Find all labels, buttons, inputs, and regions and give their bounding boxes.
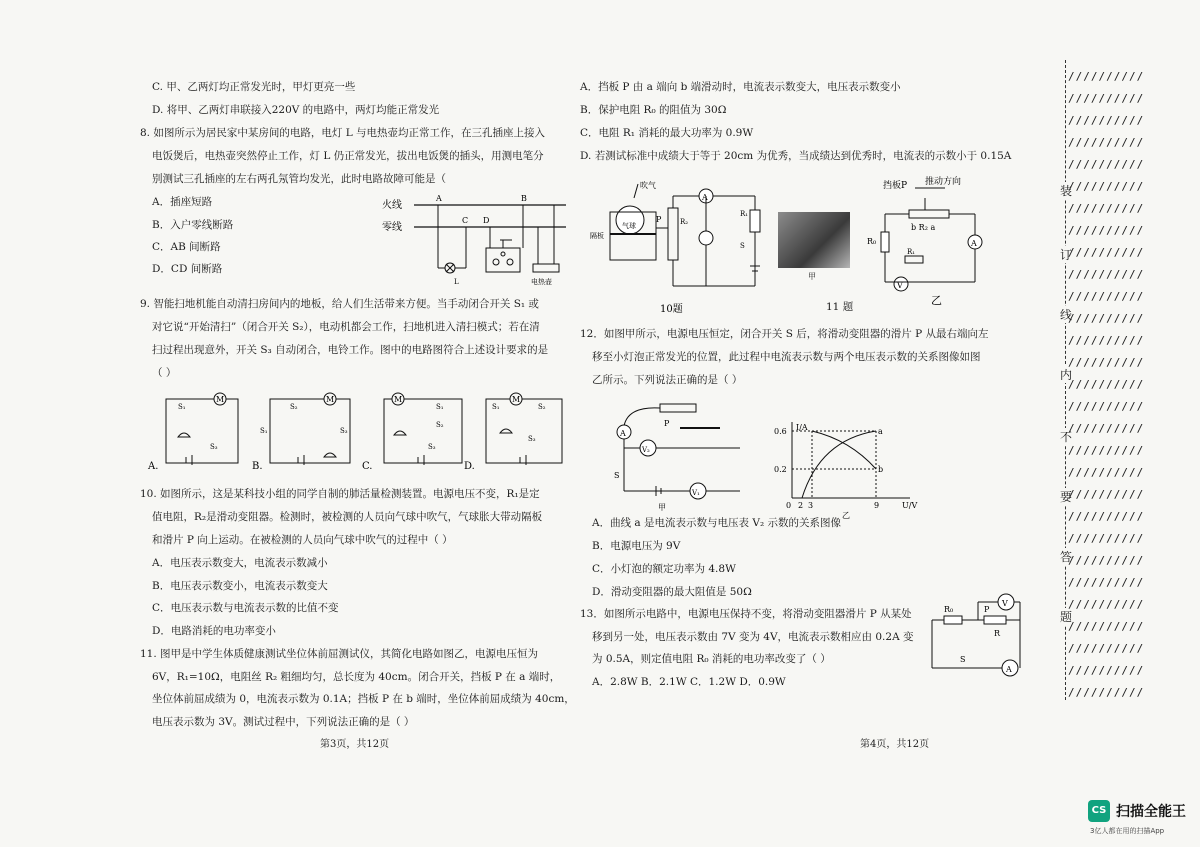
option: D．滑动变阻器的最大阻值是 50Ω <box>592 586 752 598</box>
svg-text:A: A <box>1006 665 1012 674</box>
option: A．插座短路 <box>152 196 213 208</box>
svg-text:U/V: U/V <box>902 501 918 510</box>
svg-text:b R₂ a: b R₂ a <box>911 223 936 232</box>
text-line: 值电阻，R₂是滑动变阻器。检测时，被检测的人员向气球中吹气，气球胀大带动隔板 <box>152 511 543 523</box>
q9-option-b <box>252 393 350 472</box>
svg-text:S₃: S₃ <box>210 443 218 451</box>
option: A．曲线 a 是电流表示数与电压表 V₂ 示数的关系图像 <box>592 517 841 529</box>
svg-text:a: a <box>878 427 883 436</box>
q12-circuit-jia <box>600 396 760 516</box>
camscanner-logo-icon: CS <box>1088 800 1110 822</box>
svg-text:R: R <box>994 629 1001 638</box>
svg-text:M: M <box>394 395 403 404</box>
svg-text:A: A <box>436 194 442 203</box>
text-line: 扫过程出现意外，开关 S₃ 自动闭合，电铃工作。图中的电路图符合上述设计要求的是 <box>152 344 549 356</box>
option: B．保护电阻 R₀ 的阻值为 30Ω <box>580 104 727 116</box>
svg-text:S: S <box>960 655 966 664</box>
svg-text:S₁: S₁ <box>260 427 268 435</box>
svg-text:0.2: 0.2 <box>774 465 787 474</box>
svg-text:A: A <box>971 239 977 248</box>
q8-circuit-figure <box>378 190 568 290</box>
svg-text:0.6: 0.6 <box>774 427 787 436</box>
svg-text:A.: A. <box>148 461 159 472</box>
svg-text:R₀: R₀ <box>867 237 877 246</box>
svg-text:D: D <box>483 216 490 225</box>
binding-char: 答 <box>1059 550 1072 564</box>
binding-char: 装 <box>1059 184 1072 198</box>
svg-text:C: C <box>462 216 469 225</box>
q9-option-a <box>147 393 238 472</box>
question-12: 12．如图甲所示，电源电压恒定，闭合开关 S 后，将滑动变阻器的滑片 P 从最右端向左 <box>580 328 989 340</box>
option: A．挡板 P 由 a 端向 b 端滑动时，电流表示数变大，电压表示数变小 <box>580 81 901 93</box>
svg-text:乙: 乙 <box>931 294 942 307</box>
svg-text:S: S <box>740 242 745 250</box>
svg-text:L: L <box>454 278 459 286</box>
binding-char: 线 <box>1059 308 1072 322</box>
caption-jia: 甲 <box>808 272 816 281</box>
option: D．CD 间断路 <box>152 263 223 275</box>
svg-text:R₂: R₂ <box>680 218 689 226</box>
text-line: 为 0.5A，则定值电阻 R₀ 消耗的电功率改变了（ ） <box>592 653 831 665</box>
svg-text:吹气: 吹气 <box>640 181 656 190</box>
svg-text:S₃: S₃ <box>340 427 348 435</box>
svg-text:V₂: V₂ <box>642 446 650 454</box>
q12-graph-yi <box>770 420 920 520</box>
svg-text:A: A <box>702 193 708 202</box>
svg-text:P: P <box>664 419 670 428</box>
binding-char: 题 <box>1059 610 1072 624</box>
svg-text:M: M <box>216 395 225 404</box>
text-line: 6V，R₁=10Ω，电阻丝 R₂ 粗细均匀，总长度为 40cm。闭合开关，挡板 P 在 a 端时， <box>152 671 561 683</box>
q9-circuit-options <box>148 385 568 475</box>
q9-option-c <box>362 393 462 472</box>
svg-text:电热壶: 电热壶 <box>531 278 552 286</box>
binding-char: 内 <box>1059 368 1072 382</box>
svg-text:S₁: S₁ <box>178 403 186 411</box>
svg-text:10题: 10题 <box>660 304 683 315</box>
svg-text:气球: 气球 <box>622 222 636 230</box>
text-line: 电压表示数为 3V。测试过程中，下列说法正确的是（ ） <box>152 716 415 728</box>
page-number: 第4页，共12页 <box>860 739 930 750</box>
text-line: 坐位体前屈成绩为 0，电流表示数为 0.1A；挡板 P 在 b 端时，坐位体前屈成绩为 40cm， <box>152 693 575 705</box>
q11-photo-jia <box>778 212 850 268</box>
text-line: 电饭煲后，电热壶突然停止工作，灯 L 仍正常发光，拔出电饭煲的插头，用测电笔分 <box>152 150 544 162</box>
svg-text:D.: D. <box>464 461 475 472</box>
svg-text:A: A <box>620 429 626 438</box>
svg-text:S: S <box>614 471 620 480</box>
option: C．电阻 R₁ 消耗的最大功率为 0.9W <box>580 127 754 139</box>
svg-text:M: M <box>326 395 335 404</box>
svg-text:S₂: S₂ <box>538 403 546 411</box>
text-line: 和滑片 P 向上运动。在被检测的人员向气球中吹气的过程中（ ） <box>152 534 453 546</box>
binding-char: 订 <box>1059 248 1072 262</box>
svg-text:S₂: S₂ <box>290 403 298 411</box>
svg-text:S₃: S₃ <box>528 435 536 443</box>
question-10: 10. 如图所示，这是某科技小组的同学自制的肺活量检测装置。电源电压不变，R₁是定 <box>140 488 540 500</box>
svg-text:R₁: R₁ <box>907 248 916 256</box>
option: A．电压表示数变大，电流表示数减小 <box>152 557 328 569</box>
text-line: 移至小灯泡正常发光的位置，此过程中电流表示数与两个电压表示数的关系图像如图 <box>592 351 981 363</box>
svg-text:2: 2 <box>798 501 804 510</box>
text-line: D. 将甲、乙两灯串联接入220V 的电路中，两灯均能正常发光 <box>152 104 440 116</box>
brand-name: 扫描全能王 <box>1116 804 1186 820</box>
svg-text:S₃: S₃ <box>428 443 436 451</box>
text-line: 对它说“开始清扫”（闭合开关 S₂），电动机都会工作，扫地机进入清扫模式；若在清 <box>152 321 540 333</box>
option: C．小灯泡的额定功率为 4.8W <box>592 563 736 575</box>
page-number: 第3页，共12页 <box>320 739 390 750</box>
svg-text:乙: 乙 <box>842 511 850 520</box>
svg-text:挡板P: 挡板P <box>883 181 908 191</box>
svg-text:R₀: R₀ <box>944 605 954 614</box>
svg-text:S₁: S₁ <box>436 403 444 411</box>
text-line: （ ） <box>152 367 177 379</box>
svg-text:P: P <box>984 605 990 614</box>
text-line: C. 甲、乙两灯均正常发光时，甲灯更亮一些 <box>152 81 356 93</box>
svg-text:R₁: R₁ <box>740 210 749 218</box>
option: B．电压表示数变小，电流表示数变大 <box>152 580 328 592</box>
option: C．AB 间断路 <box>152 241 221 253</box>
option: D. 若测试标准中成绩大于等于 20cm 为优秀，当成绩达到优秀时，电流表的示数小于 0.15A <box>580 150 1012 162</box>
question-8: 8. 如图所示为居民家中某房间的电路，电灯 L 与电热壶均正常工作，在三孔插座上接入 <box>140 127 546 139</box>
binding-char: 要 <box>1059 490 1072 504</box>
option: B．入户零线断路 <box>152 219 234 231</box>
option: D．电路消耗的电功率变小 <box>152 625 276 637</box>
label: 零线 <box>382 222 402 233</box>
q9-option-d <box>464 393 562 472</box>
brand-tagline: 3亿人都在用的扫描App <box>1090 827 1165 835</box>
q10-spirometer-figure <box>590 176 760 316</box>
question-11: 11. 图甲是中学生体质健康测试坐位体前屈测试仪，其简化电路如图乙，电源电压恒为 <box>140 648 539 660</box>
svg-text:M: M <box>512 395 521 404</box>
q11-circuit-yi <box>865 172 995 312</box>
text-line: 乙所示。下列说法正确的是（ ） <box>592 374 743 386</box>
svg-text:S₁: S₁ <box>492 403 500 411</box>
svg-text:推动方向: 推动方向 <box>925 177 962 187</box>
svg-text:I/A: I/A <box>796 423 808 432</box>
question-9: 9. 智能扫地机能自动清扫房间内的地板，给人们生活带来方便。当手动闭合开关 S₁ 或 <box>140 298 539 310</box>
svg-text:隔板: 隔板 <box>590 232 604 240</box>
options: A．2.8W B．2.1W C．1.2W D．0.9W <box>592 676 786 688</box>
label: 火线 <box>382 200 402 211</box>
svg-text:S₂: S₂ <box>436 421 444 429</box>
svg-text:B: B <box>521 194 527 203</box>
binding-char: 不 <box>1059 430 1072 444</box>
right-page <box>580 0 1040 847</box>
svg-text:B.: B. <box>252 461 263 472</box>
q13-circuit-figure <box>920 590 1030 685</box>
left-page <box>0 0 580 847</box>
svg-text:3: 3 <box>808 501 814 510</box>
text-line: 别测试三孔插座的左右两孔氖管均发光，此时电路故障可能是（ <box>152 173 446 185</box>
option: B．电源电压为 9V <box>592 540 681 552</box>
svg-text:V₁: V₁ <box>692 489 700 497</box>
caption-11: 11 题 <box>826 301 854 313</box>
option: C．电压表示数与电流表示数的比值不变 <box>152 602 339 614</box>
question-13: 13．如图所示电路中，电源电压保持不变，将滑动变阻器滑片 P 从某处 <box>580 608 912 620</box>
svg-text:V: V <box>1002 599 1008 608</box>
text-line: 移到另一处，电压表示数由 7V 变为 4V，电流表示数相应由 0.2A 变 <box>592 631 914 643</box>
svg-text:V: V <box>897 281 903 290</box>
svg-text:甲: 甲 <box>658 503 666 512</box>
svg-text:C.: C. <box>362 461 373 472</box>
svg-text:P: P <box>656 215 662 224</box>
svg-text:0: 0 <box>786 501 792 510</box>
svg-text:9: 9 <box>874 501 880 510</box>
svg-text:b: b <box>878 465 884 474</box>
